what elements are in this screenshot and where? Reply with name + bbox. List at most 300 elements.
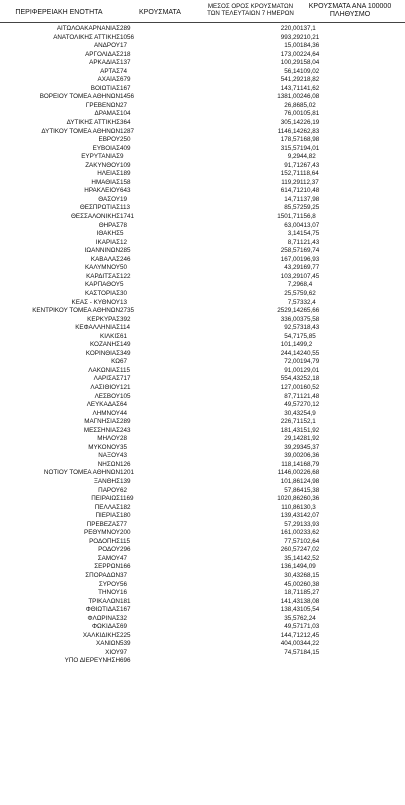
mean-7-days: 118,14 [281,460,300,468]
region-name: ΑΡΚΑΔΙΑΣ [89,59,120,67]
table-row [0,469,405,478]
cases-count: 2735 [120,307,135,315]
mean-7-days: 404,00 [280,640,300,648]
cases-per-100000: 168,79 [300,460,320,468]
table-row [0,264,405,273]
cases-count: 113 [120,204,131,212]
cases-per-100000: 152,1 [300,418,316,426]
cases-count: 1056 [120,33,135,41]
mean-7-days: 144,71 [280,631,300,639]
cases-count: 243 [120,426,131,434]
cases-count: 139 [120,477,131,485]
mean-7-days: 152,71 [280,170,300,178]
cases-count: 1287 [120,127,135,135]
table-row [0,273,405,282]
table-row [0,68,405,77]
cases-per-100000: 138,08 [300,597,320,605]
cases-per-100000: 129,01 [300,366,320,374]
mean-7-days: 305,14 [280,119,300,127]
table-row [0,632,405,641]
cases-per-100000: 121,48 [300,392,320,400]
mean-7-days: 554,43 [280,375,300,383]
cases-per-100000: 196,93 [300,255,320,263]
table-row [0,461,405,470]
table-row [0,350,405,359]
cases-per-100000: 137,98 [300,195,320,203]
table-row [0,196,405,205]
mean-7-days: 72,00 [284,358,300,366]
region-name: ΑΡΓΟΛΙΔΑΣ [85,50,120,58]
cases-per-100000: 151,92 [300,426,320,434]
region-name: ΛΗΜΝΟΥ [92,409,120,417]
mean-7-days: 336,00 [280,315,300,323]
cases-count: 289 [120,25,131,32]
region-name: ΚΑΒΑΛΑΣ [90,255,120,263]
cases-count: 181 [120,597,131,605]
table-row [0,623,405,632]
cases-count: 137 [120,59,131,67]
region-name: ΙΘΑΚΗΣ [96,230,120,238]
mean-7-days: 85,57 [284,204,300,212]
cases-count: 78 [120,221,128,229]
cases-per-100000: 107,45 [300,272,320,280]
table-row [0,546,405,555]
cases-count: 5 [120,281,124,289]
cases-count: 158 [120,178,131,186]
cases-count: 246 [120,255,131,263]
mean-7-days: 138,43 [280,606,300,614]
table-row [0,102,405,111]
table-row [0,25,405,34]
header-mean-line1: ΜΕΣΟΣ ΟΡΟΣ ΚΡΟΥΣΜΑΤΩΝ [207,3,294,10]
cases-count: 64 [120,401,128,409]
mean-7-days: 103,29 [280,272,300,280]
cases-per-100000: 133,93 [300,520,320,528]
mean-7-days: 101,86 [280,477,300,485]
table-row [0,529,405,538]
region-name: ΚΟΖΑΝΗΣ [90,341,120,349]
cases-per-100000: 246,08 [300,93,320,101]
region-name: ΠΕΙΡΑΙΩΣ [91,495,120,503]
table-row [0,563,405,572]
table-row [0,170,405,179]
cases-count: 43 [120,452,128,460]
cases-per-100000: 252,18 [300,375,320,383]
table-row [0,42,405,51]
table-row [0,375,405,384]
cases-per-100000: 158,04 [300,59,320,67]
table-row [0,153,405,162]
region-name: ΚΑΣΤΟΡΙΑΣ [85,289,120,297]
region-name: ΔΥΤΙΚΟΥ ΤΟΜΕΑ ΑΘΗΝΩΝ [41,127,120,135]
region-name: ΕΥΡΥΤΑΝΙΑΣ [81,153,120,161]
table-row [0,136,405,145]
cases-per-100000: 226,19 [300,119,320,127]
table-row [0,452,405,461]
table-row [0,606,405,615]
mean-7-days: 167,00 [280,255,300,263]
cases-per-100000: 141,62 [300,84,320,92]
table-row [0,589,405,598]
cases-per-100000: 233,62 [300,529,320,537]
table-row [0,213,405,222]
cases-per-100000: 137,1 [300,25,316,32]
mean-7-days: 3,14 [287,230,300,238]
region-name: ΚΕΡΚΥΡΑΣ [87,315,120,323]
table-row [0,128,405,137]
region-name: ΣΕΡΡΩΝ [94,563,120,571]
mean-7-days: 244,14 [280,349,300,357]
region-name: ΒΟΙΩΤΙΑΣ [90,84,120,92]
table-row [0,76,405,85]
cases-per-100000: 262,83 [300,127,320,135]
region-name: ΗΛΕΙΑΣ [97,170,120,178]
cases-count: 182 [120,503,131,511]
cases-count: 74 [120,67,128,75]
cases-count: 104 [120,110,131,118]
table-row [0,230,405,239]
mean-7-days: 87,71 [284,392,300,400]
cases-per-100000: 109,02 [300,67,320,75]
cases-count: 296 [120,546,131,554]
table-header [0,0,405,22]
region-name: ΝΟΤΙΟΥ ΤΟΜΕΑ ΑΘΗΝΩΝ [43,469,120,477]
cases-per-100000: 270,12 [300,401,320,409]
table-row [0,204,405,213]
mean-7-days: 91,00 [284,366,300,374]
table-row [0,324,405,333]
mean-7-days: 45,00 [284,580,300,588]
mean-7-days: 30,43 [284,409,300,417]
cases-count: 28 [120,435,128,443]
table-row [0,418,405,427]
cases-per-100000: 94,09 [300,563,316,571]
cases-per-100000: 265,66 [300,307,320,315]
cases-count: 126 [120,460,131,468]
mean-7-days: 260,57 [280,546,300,554]
cases-count: 149 [120,341,131,349]
region-name: ΖΑΚΥΝΘΟΥ [85,161,120,169]
cases-count: 1169 [120,495,134,503]
mean-7-days: 63,00 [284,221,300,229]
region-name: ΡΕΘΥΜΝΟΥ [84,529,120,537]
region-name: ΠΕΛΛΑΣ [94,503,120,511]
cases-per-100000: 171,03 [300,623,320,631]
mean-7-days: 127,00 [280,383,300,391]
cases-count: 122 [120,272,131,280]
table-row [0,34,405,43]
cases-count: 166 [120,563,131,571]
region-name: ΦΛΩΡΙΝΑΣ [87,614,120,622]
mean-7-days: 76,00 [284,110,300,118]
cases-per-100000: 156,8 [300,213,316,221]
table-row [0,341,405,350]
region-name: ΠΙΕΡΙΑΣ [95,512,120,520]
mean-7-days: 173,00 [280,50,300,58]
mean-7-days [215,657,300,666]
cases-count: 409 [120,144,131,152]
region-name: ΧΑΛΚΙΔΙΚΗΣ [82,631,120,639]
region-name: ΗΜΑΘΙΑΣ [91,178,120,186]
cases-per-100000: 206,36 [300,452,320,460]
cases-per-100000: 121,43 [300,238,320,246]
mean-7-days: 77,57 [284,537,300,545]
cases-per-100000: 105,81 [300,110,320,118]
cases-count: 115 [120,366,131,374]
cases-count: 167 [120,84,131,92]
region-name: ΑΡΤΑΣ [100,67,120,75]
cases-per-100000: 169,77 [300,264,320,272]
cases-per-100000: 332,4 [300,298,316,306]
cases-per-100000: 344,22 [300,640,320,648]
cases-count: 289 [120,418,131,426]
mean-7-days: 49,57 [284,623,300,631]
cases-count: 218 [120,50,131,58]
cases-per-100000: 415,38 [300,486,320,494]
table-row [0,393,405,402]
table-row [0,281,405,290]
mean-7-days: 30,43 [284,572,300,579]
cases-count: 56 [120,580,128,588]
table-row [0,51,405,60]
cases-count: 180 [120,512,131,520]
table-row [0,478,405,487]
region-name: ΕΒΡΟΥ [98,136,120,144]
mean-7-days: 161,00 [280,529,300,537]
cases-per-100000: 184,15 [300,648,320,656]
region-name: ΚΩ [111,358,120,366]
region-name: ΘΕΣΠΡΩΤΙΑΣ [79,204,120,212]
mean-7-days: 29,14 [284,435,300,443]
table-row [0,521,405,530]
mean-7-days: 1501,71 [277,213,300,221]
region-name: ΤΡΙΚΑΛΩΝ [88,597,120,605]
mean-7-days: 35,57 [284,614,300,622]
cases-count: 200 [120,529,131,537]
cases-per-100000: 218,82 [300,76,320,84]
table-row [0,512,405,521]
header-cases: ΚΡΟΥΣΜΑΤΑ [139,9,181,16]
table-row [0,187,405,196]
mean-7-days: 315,57 [280,144,300,152]
cases-per-100000: 210,48 [300,187,320,195]
region-name: ΦΩΚΙΔΑΣ [92,623,120,631]
cases-per-100000: 118,64 [300,170,319,178]
region-name: ΚΙΛΚΙΣ [100,332,120,340]
table-row [0,290,405,299]
cases-count: 32 [120,614,128,622]
mean-7-days: 100,29 [280,59,300,67]
region-name: ΠΡΕΒΕΖΑΣ [86,520,120,528]
table-row [0,649,405,658]
cases-count: 167 [120,606,131,614]
region-name: ΛΕΣΒΟΥ [94,392,120,400]
mean-7-days: 541,29 [280,76,300,84]
table-row [0,307,405,316]
cases-per-100000: 44,82 [300,153,316,161]
table-row [0,427,405,436]
cases-count: 189 [120,170,131,178]
cases-count: 61 [120,332,128,340]
cases-per-100000: 185,27 [300,589,320,597]
cases-count: 16 [120,589,128,597]
cases-per-100000: 168,98 [300,136,320,144]
region-name: ΔΥΤΙΚΗΣ ΑΤΤΙΚΗΣ [66,119,120,127]
cases-per-100000: 142,07 [300,512,320,520]
cases-per-100000: 169,74 [300,247,320,255]
mean-7-days: 43,29 [284,264,300,272]
table-row [0,538,405,547]
mean-7-days: 74,57 [284,648,300,656]
cases-count: 35 [120,443,128,451]
region-name: ΒΟΡΕΙΟΥ ΤΟΜΕΑ ΑΘΗΝΩΝ [39,93,120,101]
region-name: ΚΕΦΑΛΛΗΝΙΑΣ [75,324,120,332]
mean-7-days: 57,86 [284,486,300,494]
cases-per-100000: 260,36 [300,495,320,503]
region-name: ΠΑΡΟΥ [98,486,120,494]
cases-count: 109 [120,161,131,169]
cases-count: 12 [120,238,128,246]
mean-7-days: 1146,00 [277,469,300,477]
cases-count: 105 [120,392,131,400]
region-name: ΚΑΡΔΙΤΣΑΣ [86,272,120,280]
region-name: ΤΗΝΟΥ [98,589,120,597]
cases-per-100000: 124,98 [300,477,320,485]
mean-7-days: 141,43 [280,597,300,605]
header-mean-line2: ΤΩΝ ΤΕΛΕΥΤΑΙΩΝ 7 ΗΜΕΡΩΝ [207,10,294,17]
header-region: ΠΕΡΙΦΕΡΕΙΑΚΗ ΕΝΟΤΗΤΑ [15,9,103,16]
cases-count: 539 [120,640,131,648]
table-row [0,247,405,256]
mean-7-days: 14,71 [284,195,300,203]
table-row [0,256,405,265]
mean-7-days: 15,00 [284,42,300,50]
cases-per-100000: 224,64 [300,50,320,58]
region-name: ΑΙΤΩΛΟΑΚΑΡΝΑΝΙΑΣ [56,25,120,32]
header-per-line1: ΚΡΟΥΣΜΑΤΑ ΑΝΑ 100000 [308,3,392,10]
table-row [0,110,405,119]
region-name: ΛΕΥΚΑΔΑΣ [86,401,120,409]
cases-per-100000: 112,37 [300,178,319,186]
region-name: ΧΙΟΥ [105,648,120,656]
table-row [0,222,405,231]
cases-per-100000: 247,02 [300,546,320,554]
cases-count: 364 [120,119,131,127]
region-name: ΧΑΝΙΩΝ [96,640,120,648]
header-per-line2: ΠΛΗΘΥΣΜΟ [329,11,371,18]
region-name: ΚΟΡΙΝΘΙΑΣ [85,349,120,357]
region-name: ΣΑΜΟΥ [97,554,120,562]
cases-per-100000: 160,52 [300,383,320,391]
cases-count: 69 [120,623,128,631]
table-row [0,59,405,68]
table-row [0,640,405,649]
cases-count: 285 [120,247,131,255]
table-row [0,179,405,188]
cases-per-100000: 212,45 [300,631,320,639]
table-row [0,504,405,513]
cases-count: 225 [120,631,131,639]
mean-7-days: 614,71 [280,187,300,195]
region-name: ΡΟΔΟΠΗΣ [89,537,120,545]
table-row [0,367,405,376]
mean-7-days: 7,29 [287,281,300,289]
mean-7-days: 9,29 [287,153,300,161]
cases-count: 121 [120,383,131,391]
mean-7-days: 143,71 [280,84,300,92]
region-name: ΑΝΑΤΟΛΙΚΗΣ ΑΤΤΙΚΗΣ [53,33,120,41]
cases-count: 50 [120,264,128,272]
mean-7-days: 220,00 [280,25,300,32]
mean-7-days: 136,14 [280,563,300,571]
cases-per-100000: 59,62 [300,289,316,297]
cases-per-100000: 85,02 [300,101,316,109]
mean-7-days: 8,71 [287,238,300,246]
cases-per-100000: 62,24 [300,614,316,622]
cases-per-100000: 413,07 [300,221,320,229]
cases-per-100000: 260,38 [300,580,320,588]
table-row [0,119,405,128]
cases-per-100000: 194,01 [300,144,320,152]
cases-count: 1456 [120,93,135,101]
cases-count: 97 [120,648,128,656]
mean-7-days: 139,43 [280,512,300,520]
mean-7-days: 226,71 [280,418,300,426]
table-row [0,495,405,504]
cases-per-100000: 210,21 [300,33,320,41]
cases-per-100000 [300,657,405,666]
mean-7-days: 18,71 [284,589,300,597]
region-name: ΗΡΑΚΛΕΙΟΥ [84,187,120,195]
region-name: ΚΑΡΠΑΘΟΥ [84,281,120,289]
mean-7-days: 178,57 [280,136,300,144]
region-name: ΚΕΑΣ - ΚΥΘΝΟΥ [71,298,120,306]
table-row [0,555,405,564]
region-name: ΜΑΓΝΗΣΙΑΣ [84,418,120,426]
cases-count: 115 [120,537,131,545]
header-per-100000 [300,3,400,19]
table-row [0,93,405,102]
region-name: ΝΑΞΟΥ [98,452,120,460]
cases-count: 17 [120,42,128,50]
cases-per-100000: 99,2 [300,341,313,349]
region-name: ΘΗΡΑΣ [98,221,120,229]
table-row [0,572,405,581]
table-row [0,299,405,308]
header-divider [0,22,405,23]
region-name: ΕΥΒΟΙΑΣ [92,144,120,152]
cases-per-100000: 142,52 [300,554,320,562]
table-row [0,384,405,393]
mean-7-days: 54,71 [284,332,300,340]
table-row [0,316,405,325]
region-name: ΛΑΚΩΝΙΑΣ [88,366,120,374]
cases-count: 47 [120,554,128,562]
table-row [0,358,405,367]
cases-per-100000: 345,37 [300,443,320,451]
table-row [0,598,405,607]
region-name: ΙΩΑΝΝΙΝΩΝ [84,247,120,255]
region-name: ΝΗΣΩΝ [97,460,120,468]
mean-7-days: 92,57 [284,324,300,332]
mean-7-days: 25,57 [284,289,300,297]
cases-count: 114 [120,324,131,332]
mean-7-days: 101,14 [280,341,300,349]
cases-per-100000: 318,43 [300,324,320,332]
mean-7-days: 49,57 [284,401,300,409]
region-name: ΓΡΕΒΕΝΩΝ [85,101,120,109]
region-name: ΡΟΔΟΥ [98,546,120,554]
